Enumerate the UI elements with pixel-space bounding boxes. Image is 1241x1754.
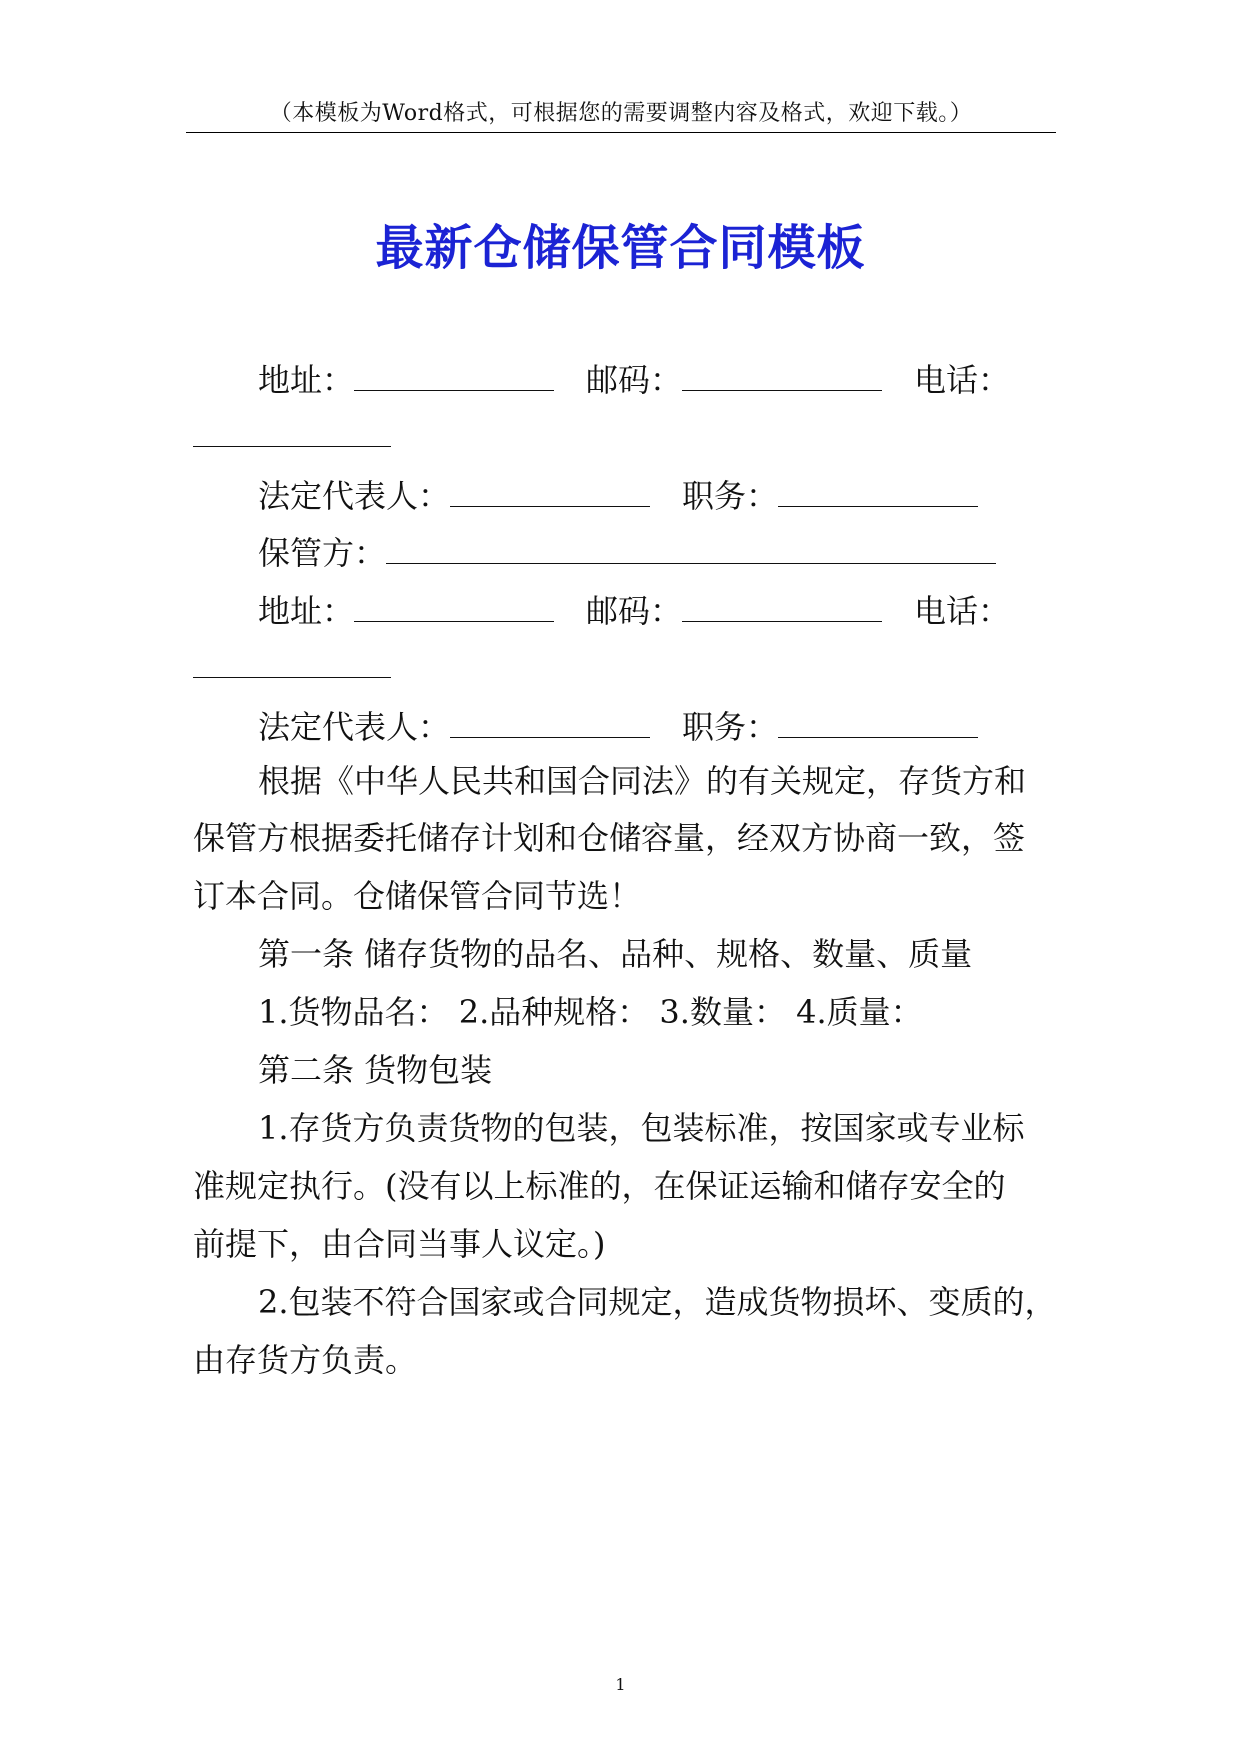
representative-line-2 xyxy=(258,703,988,747)
address-label: 地址： xyxy=(258,592,355,630)
page-number: 1 xyxy=(615,1675,626,1694)
address-label: 地址： xyxy=(258,361,355,399)
document-title: 最新仓储保管合同模板 xyxy=(375,220,866,276)
position-label: 职务： xyxy=(682,477,779,515)
custodian-blank xyxy=(386,529,996,564)
goods-items-line: 1.货物品名： 2.品种规格： 3.数量： 4.质量： xyxy=(258,993,923,1031)
zip-label: 邮码： xyxy=(586,361,683,399)
phone-label: 电话： xyxy=(914,592,1011,630)
article-1-heading: 第一条 储存货物的品名、品种、规格、数量、质量 xyxy=(258,935,973,973)
phone-blank xyxy=(193,677,391,678)
address-line-2 xyxy=(258,587,1010,631)
phone-blank xyxy=(193,446,391,447)
article-2-heading: 第二条 货物包装 xyxy=(258,1051,493,1089)
packaging-p2-line-2: 由存货方负责。 xyxy=(193,1341,418,1379)
representative-label: 法定代表人： xyxy=(258,708,451,746)
phone-label: 电话： xyxy=(914,361,1011,399)
address-blank xyxy=(354,587,554,622)
packaging-p1-line-3: 前提下，由合同当事人议定。) xyxy=(193,1225,606,1263)
position-blank xyxy=(778,472,978,507)
intro-line-3: 订本合同。仓储保管合同节选！ xyxy=(193,877,642,915)
custodian-label: 保管方： xyxy=(258,534,387,572)
header-note: （本模板为Word格式，可根据您的需要调整内容及格式，欢迎下载。） xyxy=(269,101,973,126)
address-line-1 xyxy=(258,356,1010,400)
intro-line-2: 保管方根据委托储存计划和仓储容量，经双方协商一致，签 xyxy=(193,819,1026,857)
zip-blank xyxy=(682,587,882,622)
position-label: 职务： xyxy=(682,708,779,746)
zip-label: 邮码： xyxy=(586,592,683,630)
position-blank xyxy=(778,703,978,738)
intro-line-1: 根据《中华人民共和国合同法》的有关规定，存货方和 xyxy=(258,762,1027,800)
custodian-line xyxy=(258,529,996,573)
packaging-p1-line-2: 准规定执行。(没有以上标准的，在保证运输和储存安全的 xyxy=(193,1167,1006,1205)
packaging-p2-line-1: 2.包装不符合国家或合同规定，造成货物损坏、变质的， xyxy=(258,1283,1057,1321)
representative-blank xyxy=(450,472,650,507)
zip-blank xyxy=(682,356,882,391)
header-rule xyxy=(186,132,1056,133)
representative-line-1 xyxy=(258,472,988,516)
packaging-p1-line-1: 1.存货方负责货物的包装，包装标准，按国家或专业标 xyxy=(258,1109,1025,1147)
representative-label: 法定代表人： xyxy=(258,477,451,515)
representative-blank xyxy=(450,703,650,738)
address-blank xyxy=(354,356,554,391)
